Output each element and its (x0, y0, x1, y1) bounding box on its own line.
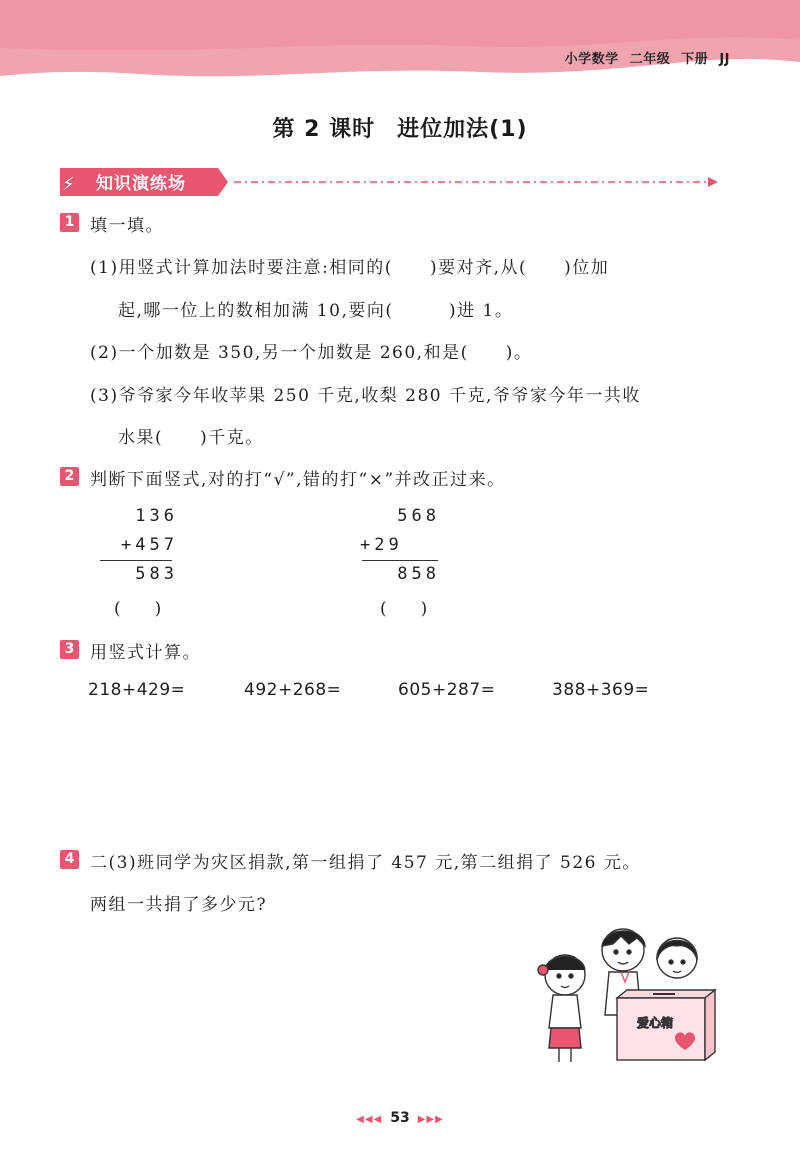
q2-right-answer: ( ) (380, 599, 428, 619)
girl-right-figure (657, 938, 697, 978)
q2-right-addend: +29 (360, 535, 403, 555)
lesson-number: 第 2 课时 (272, 117, 376, 142)
q2-left-rule (100, 560, 172, 561)
q2-prompt: 判断下面竖式,对的打“√”,错的打“×”并改正过来。 (90, 470, 506, 490)
q4-line1: 二(3)班同学为灾区捐款,第一组捐了 457 元,第二组捐了 526 元。 (90, 853, 641, 873)
q3-expr-4: 388+369= (552, 680, 650, 700)
q1-item2: (2)一个加数是 350,另一个加数是 260,和是( )。 (90, 343, 533, 363)
box-label: 爱心箱 (637, 1016, 674, 1030)
q1-item1-line1: (1)用竖式计算加法时要注意:相同的( )要对齐,从( )位加 (90, 258, 610, 278)
donation-box (617, 990, 715, 1060)
page-title (0, 112, 800, 143)
q4-line2: 两组一共捐了多少元? (90, 895, 268, 915)
q3-expr-1: 218+429= (88, 680, 186, 700)
girl-left-figure (538, 955, 585, 1062)
header-band (0, 0, 800, 90)
book-info (565, 48, 730, 67)
q2-left-result: 583 (135, 564, 178, 584)
q2-right-result: 858 (397, 564, 440, 584)
lesson-topic: 进位加法(1) (397, 117, 528, 142)
question-number-2: 2 (60, 467, 79, 486)
q3-expr-2: 492+268= (244, 680, 342, 700)
section-banner-title: 知识演练场 (96, 174, 186, 194)
q1-item1-line2: 起,哪一位上的数相加满 10,要向( )进 1。 (118, 301, 514, 321)
q2-left-top: 136 (135, 506, 178, 526)
q1-item3-line2: 水果( )千克。 (118, 428, 264, 448)
question-number-4: 4 (60, 850, 79, 869)
running-figure-icon: ⚡ (62, 174, 75, 195)
subject-label: 小学数学 (564, 52, 619, 67)
volume-label: 下册 (681, 52, 709, 67)
question-number-1: 1 (60, 213, 79, 232)
edition-label: JJ (719, 52, 730, 67)
q3-expr-3: 605+287= (398, 680, 496, 700)
grade-label: 二年级 (629, 52, 671, 67)
children-donation-illustration (525, 920, 725, 1070)
q2-right-rule (362, 560, 438, 561)
left-arrows-icon: ◀◀◀ (356, 1114, 383, 1125)
question-number-3: 3 (60, 640, 79, 659)
q2-right-top: 568 (397, 506, 440, 526)
q1-item3-line1: (3)爷爷家今年收苹果 250 千克,收梨 280 千克,爷爷家今年一共收 (90, 386, 641, 406)
q1-prompt: 填一填。 (90, 216, 164, 236)
q3-prompt: 用竖式计算。 (90, 643, 201, 663)
right-arrows-icon: ▶▶▶ (417, 1114, 444, 1125)
page-footer (0, 1110, 800, 1126)
q2-left-addend: +457 (121, 535, 178, 555)
q2-left-answer: ( ) (114, 599, 162, 619)
page-number: 53 (390, 1110, 410, 1126)
